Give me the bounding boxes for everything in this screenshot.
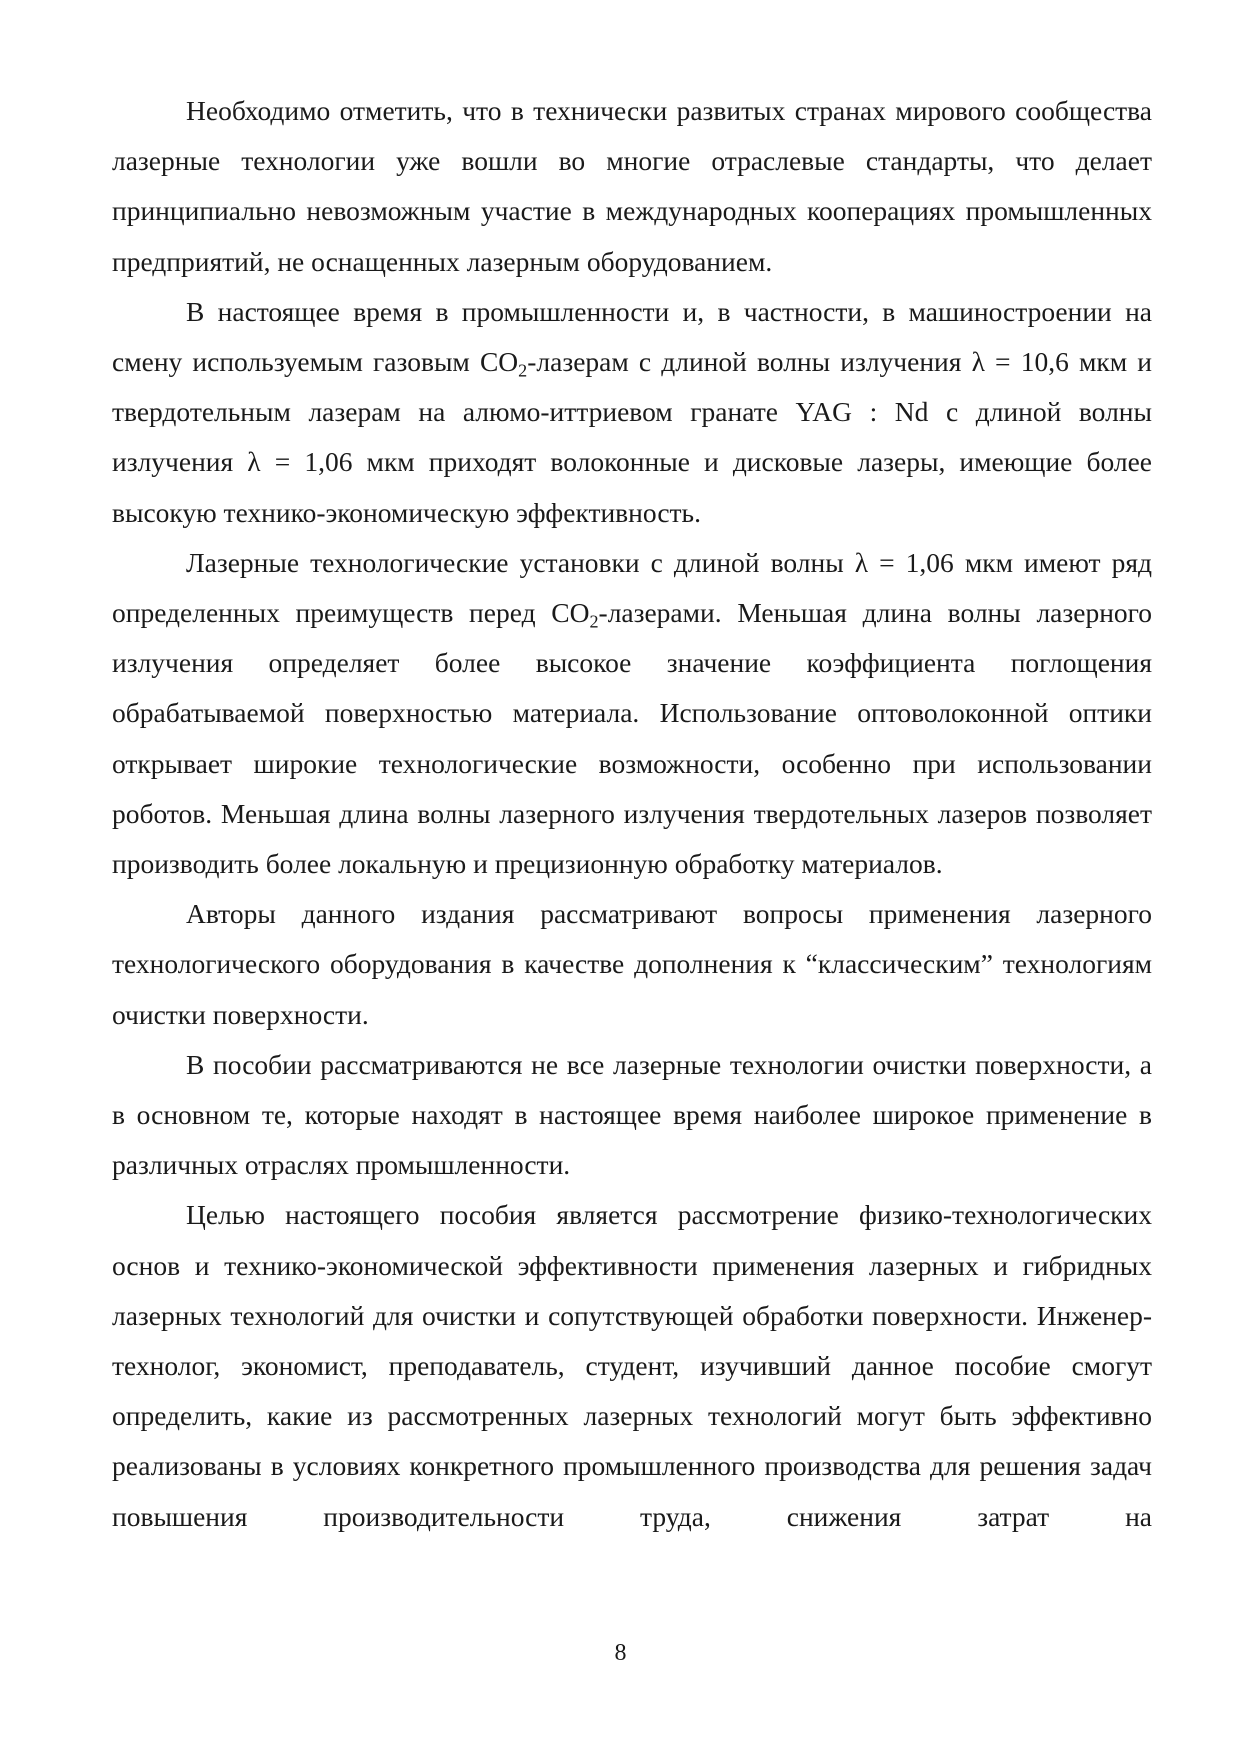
paragraph-scope: В пособии рассматриваются не все лазерные технологии очистки поверхности, а в основном те, которые находят в настоящее время наиболее широкое применение в различных отраслях промышленности.	[112, 1048, 1152, 1181]
paragraph-standards: Необходимо отметить, что в технически развитых странах мирового сообщества лазерные технологии уже вошли во многие отраслевые стандарты, что делает принципиально невозможным участие в международных кооперациях промышленных предприятий, не оснащенных лазерным оборудованием.	[112, 95, 1152, 277]
paragraph-laser-types-part-2: -лазерам с длиной волны излучения λ = 10,6 мкм и твердотельным лазерам на алюмо-иттриевом гранате YAG : Nd с длиной волны излучения λ = 1,06 мкм приходят волоконные и дисковые лазеры, имеющие более высокую технико-экономическую эффективность.	[112, 346, 1152, 528]
page-number: 8	[614, 1640, 627, 1666]
co2-subscript: 2	[518, 360, 528, 381]
paragraph-goal: Целью настоящего пособия является рассмотрение физико-технологических основ и технико-экономической эффективности применения лазерных и гибридных лазерных технологий для очистки и сопутствующей обработки поверхности. Инженер-технолог, экономист, преподаватель, студент, изучивший данное пособие смогут определить, какие из рассмотренных лазерных технологий могут быть эффективно реализованы в условиях конкретного промышленного производства для решения задач повышения производительности труда, снижения затрат на	[112, 1199, 1152, 1532]
paragraph-laser-types	[112, 287, 1152, 538]
body-text	[112, 86, 1152, 1542]
paragraph-authors: Авторы данного издания рассматривают вопросы применения лазерного технологического оборудования в качестве дополнения к “классическим” технологиям очистки поверхности.	[112, 898, 1152, 1030]
paragraph-advantages	[112, 538, 1152, 889]
paragraph-laser-types-part-1: В настоящее время в промышленности и, в частности, в машиностроении на смену используемым газовым CO	[112, 295, 1152, 378]
co2-subscript: 2	[589, 611, 599, 632]
paragraph-advantages-part-1: Лазерные технологические установки с длиной волны λ = 1,06 мкм имеют ряд определенных преимуществ перед CO	[112, 546, 1152, 629]
paragraph-advantages-part-2: -лазерами. Меньшая длина волны лазерного излучения определяет более высокое значение коэффициента поглощения обрабатываемой поверхностью материала. Использование оптоволоконной оптики открывает широкие технологические возможности, особенно при использовании роботов. Меньшая длина волны лазерного излучения твердотельных лазеров позволяет производить более локальную и прецизионную обработку материалов.	[112, 597, 1153, 880]
